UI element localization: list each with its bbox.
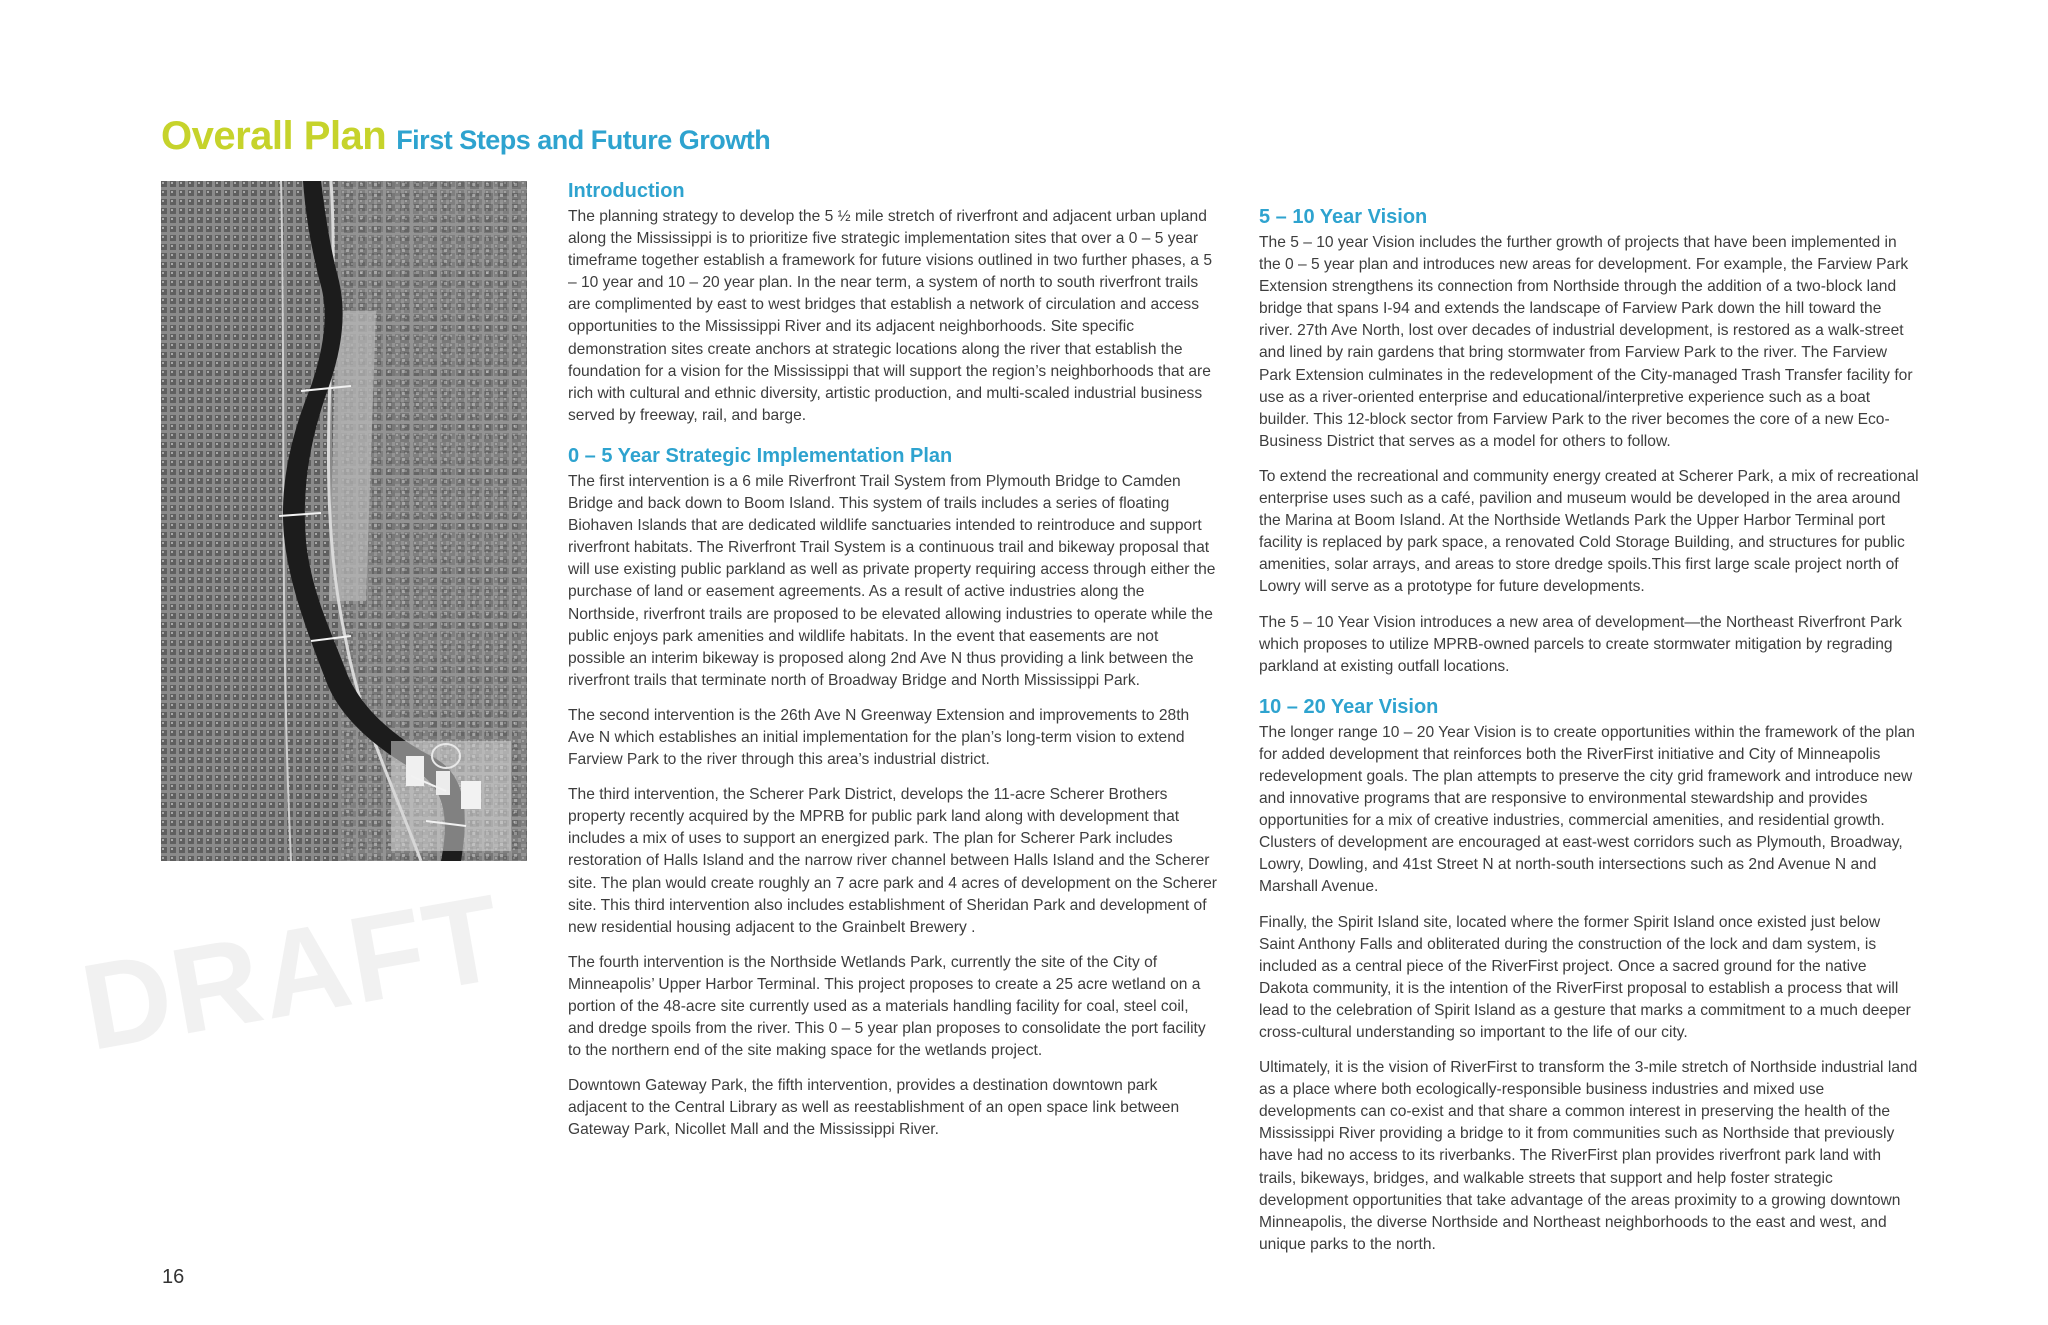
draft-watermark: DRAFT	[72, 868, 513, 1076]
vision-5-10-paragraph-2: To extend the recreational and community energy created at Scherer Park, a mix of recreational enterprise uses such as a café, pavilion and museum would be developed in the area around the Marina at Boom Island. At the Northside Wetlands Park the Upper Harbor Terminal port facility is replaced by park space, a renovated Cold Storage Building, and structures for public amenities, solar arrays, and areas to store dredge spoils.This first large scale project north of Lowry will serve as a prototype for future developments.	[1259, 467, 1919, 596]
page-title	[161, 114, 770, 159]
vision-5-10-heading: 5 – 10 Year Vision	[1259, 206, 1428, 228]
plan-paragraph-5: Downtown Gateway Park, the fifth intervention, provides a destination downtown park adjacent to the Central Library as well as reestablishment of an open space link between Gateway Park, Nicollet Mall and the Mississippi River.	[568, 1077, 1180, 1139]
right-text-column	[1259, 204, 1919, 1269]
plan-paragraph-2: The second intervention is the 26th Ave N Greenway Extension and improvements to 28th Ave N which establishes an initial implementation for the plan’s long-term vision to extend Farview Park to the river through this area’s industrial district.	[568, 706, 1190, 769]
introduction-paragraph: The planning strategy to develop the 5 ½ mile stretch of riverfront and adjacent urban upland along the Mississippi is to prioritize five strategic implementation sites that over a 0 – 5 year timeframe together establish a framework for future visions outlined in two further phases, a 5 – 10 year and 10 – 20 year plan. In the near term, a system of north to south riverfront trails are complimented by east to west bridges that establish a network of circulation and access opportunities to the Mississippi River and its adjacent neighborhoods. Site specific demonstration sites create anchors at strategic locations along the river that establish the foundation for a vision for the Mississippi that will support the region’s neighborhoods that are rich with cultural and ethnic diversity, artistic production, and multi-scaled industrial business served by freeway, rail, and barge.	[568, 208, 1212, 424]
vision-10-20-paragraph-1: The longer range 10 – 20 Year Vision is to create opportunities within the framework of the plan for added development that reinforces both the RiverFirst initiative and City of Minneapolis redevelopment goals. The plan attempts to preserve the city grid framework and introduce new and innovative programs that are responsive to environmental stewardship and provides opportunities for a mix of creative industries, commercial amenities, and residential growth. Clusters of development are encouraged at east-west corridors such as Plymouth, Broadway, Lowry, Dowling, and 41st Street N at north-south intersections such as 2nd Avenue N and Marshall Avenue.	[1259, 723, 1915, 896]
vision-10-20-heading: 10 – 20 Year Vision	[1259, 695, 1439, 718]
vision-5-10-paragraph-1: The 5 – 10 year Vision includes the further growth of projects that have been implemented in the 0 – 5 year plan and introduces new areas for development. For example, the Farview Park Extension strengthens its connection from Northside through the addition of a two-block land bridge that spans I-94 and extends the landscape of Farview Park down the hill toward the river. 27th Ave North, lost over decades of industrial development, is restored as a walk-street and lined by rain gardens that bring stormwater from Farview Park to the river. The Farview Park Extension culminates in the redevelopment of the City-managed Trash Transfer facility for use as a river-oriented enterprise and educational/interpretive experience such as a boat builder. This 12-block sector from Farview Park to the river becomes the core of a new Eco-Business District that serves as a model for others to follow.	[1259, 234, 1913, 450]
vision-10-20-paragraph-3: Ultimately, it is the vision of RiverFirst to transform the 3-mile stretch of Northside industrial land as a place where both ecologically-responsible business industries and mixed use developments can co-exist and that share a common interest in preserving the health of the Mississippi River providing a bridge to it from communities such as Northside that previously have had no access to its riverbanks. The RiverFirst plan provides riverfront park land with trails, bikeways, bridges, and walkable streets that support and help foster strategic development opportunities that take advantage of the areas proximity to a growing downtown Minneapolis, the diverse Northside and Northeast neighborhoods to the east and west, and unique parks to the north.	[1259, 1059, 1918, 1253]
page-number: 16	[162, 1266, 185, 1288]
aerial-photo-graphic	[161, 181, 527, 861]
left-text-column	[568, 178, 1218, 1155]
aerial-photo-mississippi-riverfront	[161, 181, 527, 861]
plan-paragraph-1: The first intervention is a 6 mile Riverfront Trail System from Plymouth Bridge to Camden Bridge and back down to Boom Island. This system of trails includes a series of floating Biohaven Islands that are dedicated wildlife sanctuaries intended to reintroduce and support riverfront habitats. The Riverfront Trail System is a continuous trail and bikeway proposal that will use existing public parkland as well as private property requiring access through either the purchase of land or easement agreements. As a result of active industries along the Northside, riverfront trails are proposed to be elevated allowing industries to operate while the public enjoys park amenities and wildlife habitats. In the event that easements are not possible an interim bikeway is proposed along 2nd Ave N thus providing a link between the riverfront trails that terminate north of Broadway Bridge and North Mississippi Park.	[568, 472, 1216, 689]
title-main: Overall Plan	[161, 114, 387, 158]
introduction-heading: Introduction	[568, 180, 685, 202]
plan-paragraph-4: The fourth intervention is the Northside Wetlands Park, currently the site of the City of Minneapolis’ Upper Harbor Terminal. This project proposes to create a 25 acre wetland on a portion of the 48-acre site currently used as a materials handling facility for coal, steel coil, and dredge spoils from the river. This 0 – 5 year plan proposes to consolidate the port facility to the northern end of the site making space for the wetlands project.	[568, 953, 1206, 1060]
plan-paragraph-3: The third intervention, the Scherer Park District, develops the 11-acre Scherer Brothers property recently acquired by the MPRB for public park land along with development that includes a mix of uses to support an energized park. The plan for Scherer Park includes restoration of Halls Island and the narrow river channel between Halls Island and the Scherer site. The plan would create roughly an 7 acre park and 4 acres of development on the Scherer site. This third intervention also includes establishment of Sheridan Park and development of new residential housing adjacent to the Grainbelt Brewery .	[568, 786, 1217, 936]
vision-10-20-paragraph-2: Finally, the Spirit Island site, located where the former Spirit Island once existed just below Saint Anthony Falls and obliterated during the construction of the lock and dam system, is included as a central piece of the RiverFirst project. Once a sacred ground for the native Dakota community, it is the intention of the RiverFirst proposal to establish a process that will lead to the celebration of Spirit Island as a gesture that marks a commitment to a much deeper cross-cultural understanding so important to the life of our city.	[1259, 913, 1911, 1041]
vision-5-10-paragraph-3: The 5 – 10 Year Vision introduces a new area of development—the Northeast Riverfront Park which proposes to utilize MPRB-owned parcels to create stormwater mitigation by regrading parkland at existing outfall locations.	[1259, 613, 1902, 675]
title-subtitle: First Steps and Future Growth	[396, 125, 771, 155]
implementation-plan-heading: 0 – 5 Year Strategic Implementation Plan	[568, 444, 953, 467]
